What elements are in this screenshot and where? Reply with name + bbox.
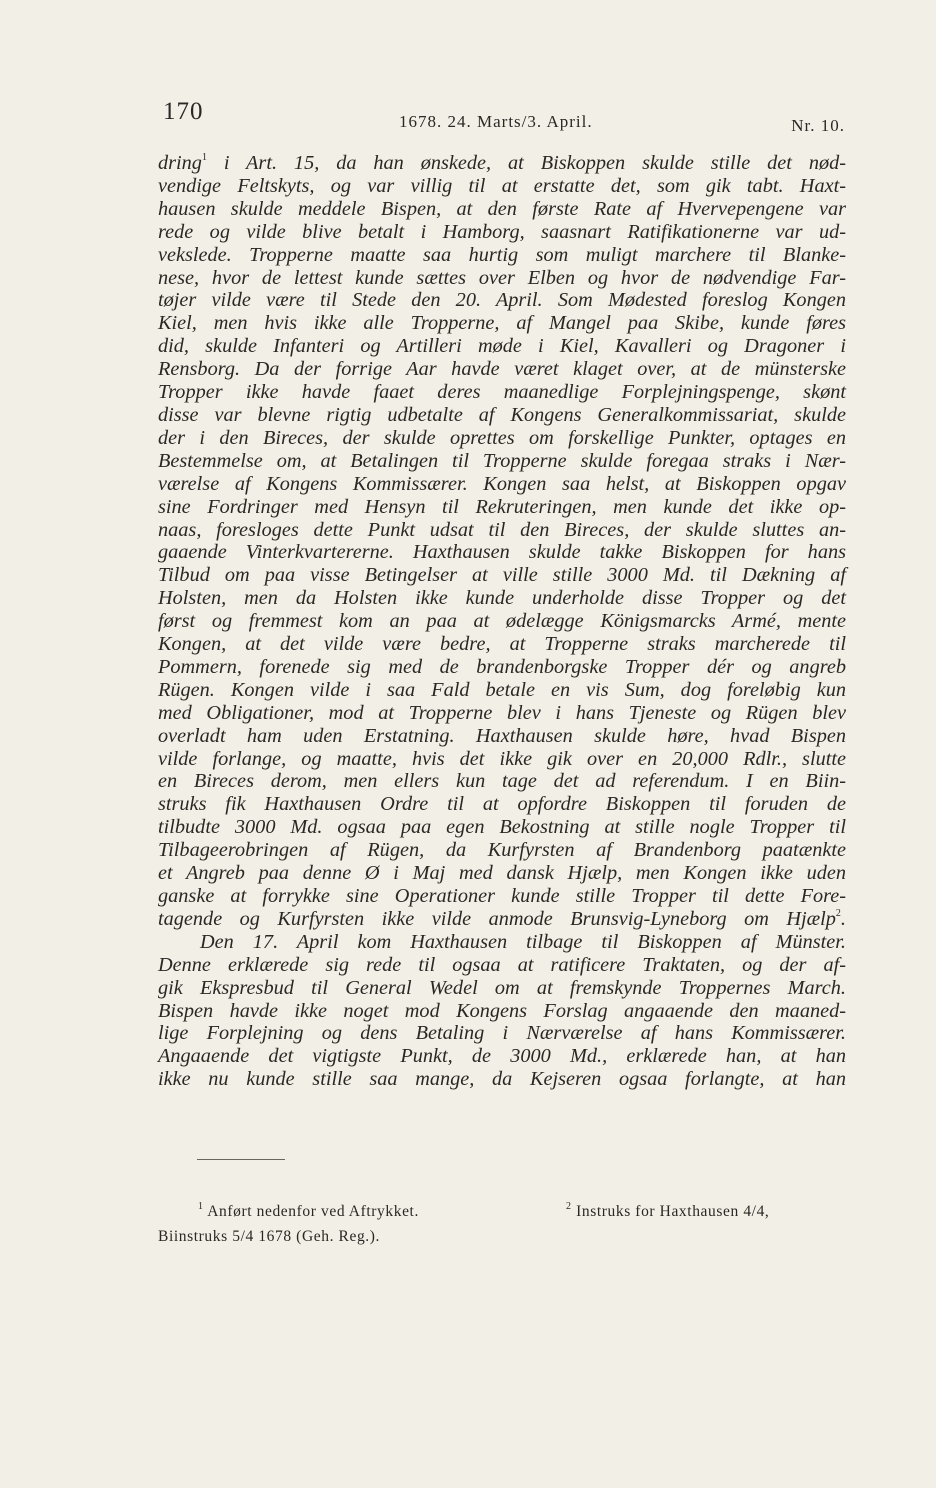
text-line: Denne erklærede sig rede til ogsaa at ratificere Traktaten, og der af-: [158, 953, 846, 976]
footnote-divider: [197, 1159, 285, 1160]
text-line: Kiel, men hvis ikke alle Tropperne, af Mangel paa Skibe, kunde føres: [158, 312, 846, 335]
text-line: gaaende Vinterkvartererne. Haxthausen skulde takke Biskoppen for hans: [158, 541, 846, 564]
text-line: tagende og Kurfyrsten ikke vilde anmode Brunsvig-Lyneborg om Hjælp$^2$.: [158, 907, 846, 930]
footnote-mark: 1: [198, 1201, 204, 1212]
footnote-reference: 1: [201, 152, 207, 163]
text-line: Bestemmelse om, at Betalingen til Tropperne skulde foregaa straks i Nær-: [158, 449, 846, 472]
page-number: 170: [163, 98, 204, 125]
footnote-fraction: 4/4,: [743, 1203, 770, 1220]
text-line: sine Fordringer med Hensyn til Rekruteringen, men kunde det ikke op-: [158, 495, 846, 518]
footnote-row: [158, 1199, 838, 1224]
text-line: hausen skulde meddele Bispen, at den første Rate af Hvervepengene var: [158, 197, 846, 220]
document-number: Nr. 10.: [791, 116, 845, 135]
running-title: 1678. 24. Marts/3. April.: [399, 112, 593, 131]
footnote-1: [198, 1199, 419, 1224]
text-fragment: dring: [158, 152, 202, 174]
text-line: disse var blevne rigtig udbetalte af Kongens Generalkommissariat, skulde: [158, 403, 846, 426]
text-line: Den 17. April kom Haxthausen tilbage til Biskoppen af Münster.: [200, 930, 846, 953]
text-line: Kongen, at det vilde være bedre, at Tropperne straks marcherede til: [158, 633, 846, 656]
footnote-mark: 2: [566, 1201, 572, 1212]
footnote-text: Instruks for Haxthausen: [576, 1203, 739, 1220]
text-fragment: i Art. 15, da han ønskede, at Biskoppen skulde stille det nød-: [206, 152, 846, 174]
text-line: med Obligationer, mod at Tropperne blev i hans Tjeneste og Rügen blev: [158, 701, 846, 724]
text-line: [158, 152, 846, 175]
text-line: overladt ham uden Erstatning. Haxthausen skulde høre, hvad Bispen: [158, 724, 846, 747]
body-text: [158, 152, 846, 1091]
footnote-text: Biinstruks: [158, 1228, 228, 1245]
footnote-text: 1678 (Geh. Reg.).: [258, 1228, 381, 1245]
text-line: ikke nu kunde stille saa mange, da Kejseren ogsaa forlangte, at han: [158, 1068, 846, 1091]
footnotes: [158, 1199, 838, 1249]
footnote-row: [158, 1224, 838, 1249]
text-line: Tilbageerobringen af Rügen, da Kurfyrsten af Brandenborg paatænkte: [158, 839, 846, 862]
footnote-2: [566, 1199, 769, 1224]
text-line: Tilbud om paa visse Betingelser at ville stille 3000 Md. til Dækning af: [158, 564, 846, 587]
text-line: først og fremmest kom an paa at ødelægge Königsmarcks Armé, mente: [158, 610, 846, 633]
text-line: tøjer vilde være til Stede den 20. April. Som Mødested foreslog Kongen: [158, 289, 846, 312]
text-line: Bispen havde ikke noget mod Kongens Forslag angaaende den maaned-: [158, 999, 846, 1022]
text-line: et Angreb paa denne Ø i Maj med dansk Hjælp, men Kongen ikke uden: [158, 862, 846, 885]
text-line: did, skulde Infanteri og Artilleri møde i Kiel, Kavalleri og Dragoner i: [158, 335, 846, 358]
footnote-fraction: 5/4: [232, 1228, 254, 1245]
footnote-reference: 2: [835, 907, 841, 919]
text-fragment: tagende og Kurfyrsten ikke vilde anmode Brunsvig-Lyneborg om Hjælp: [158, 907, 836, 930]
text-line: vilde forlange, og maatte, hvis det ikke gik over en 20,000 Rdlr., slutte: [158, 747, 846, 770]
text-line: Angaaende det vigtigste Punkt, de 3000 Md., erklærede han, at han: [158, 1045, 846, 1068]
footnote-text: Anført nedenfor ved Aftrykket.: [207, 1203, 419, 1220]
text-line: struks fik Haxthausen Ordre til at opfordre Biskoppen til foruden de: [158, 793, 846, 816]
text-line: gik Ekspresbud til General Wedel om at fremskynde Troppernes March.: [158, 976, 846, 999]
text-line: der i den Bireces, der skulde oprettes om forskellige Punkter, optages en: [158, 426, 846, 449]
text-line: Rügen. Kongen vilde i saa Fald betale en vis Sum, dog foreløbig kun: [158, 678, 846, 701]
text-line: en Bireces derom, men ellers kun tage det ad referendum. I en Biin-: [158, 770, 846, 793]
text-line: Tropper ikke havde faaet deres maanedlige Forplejningspenge, skønt: [158, 381, 846, 404]
text-line: Pommern, forenede sig med de brandenborgske Tropper dér og angreb: [158, 655, 846, 678]
text-line: vekslede. Tropperne maatte saa hurtig som muligt marchere til Blanke-: [158, 243, 846, 266]
text-line: rede og vilde blive betalt i Hamborg, saasnart Ratifikationerne var ud-: [158, 220, 846, 243]
text-line: vendige Feltskyts, og var villig til at erstatte det, som gik tabt. Haxt-: [158, 174, 846, 197]
text-line: tilbudte 3000 Md. ogsaa paa egen Bekostning at stille nogle Tropper til: [158, 816, 846, 839]
text-line: lige Forplejning og dens Betaling i Nærværelse af hans Kommissærer.: [158, 1022, 846, 1045]
text-line: ganske at forrykke sine Operationer kunde stille Tropper til dette Fore-: [158, 885, 846, 907]
text-line: Holsten, men da Holsten ikke kunde underholde disse Tropper og det: [158, 587, 846, 610]
footnote-2-continuation: [158, 1224, 380, 1249]
text-line: naas, foresloges dette Punkt udsat til den Bireces, der skulde sluttes an-: [158, 518, 846, 541]
text-line: nese, hvor de lettest kunde sættes over Elben og hvor de nødvendige Far-: [158, 266, 846, 289]
text-line: værelse af Kongens Kommissærer. Kongen saa helst, at Biskoppen opgav: [158, 472, 846, 495]
page-header: [163, 98, 853, 142]
text-line: Rensborg. Da der forrige Aar havde været klaget over, at de münsterske: [158, 358, 846, 381]
